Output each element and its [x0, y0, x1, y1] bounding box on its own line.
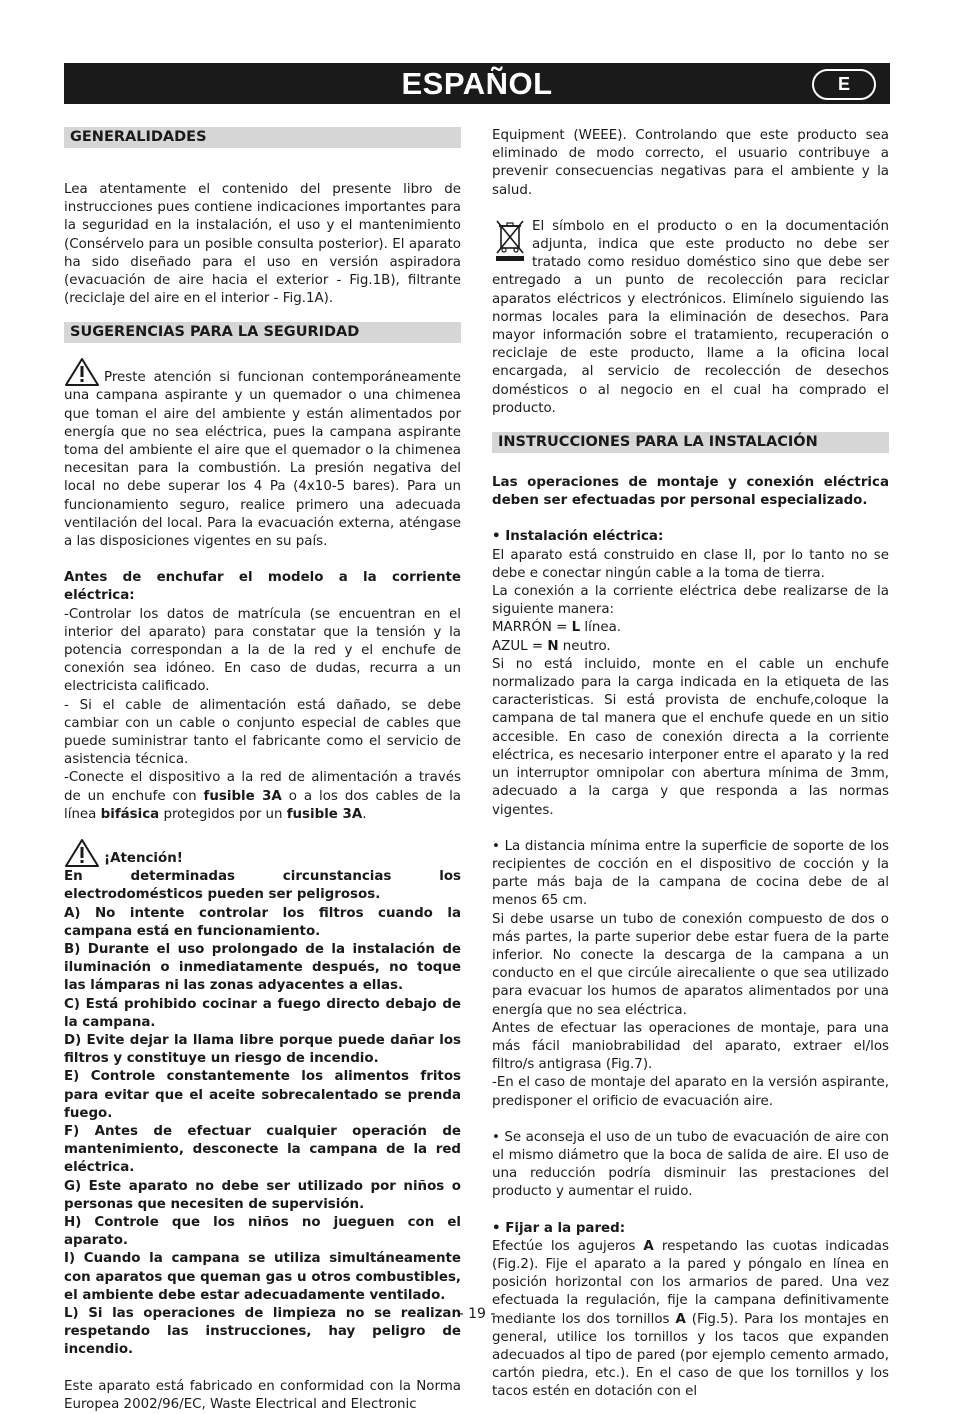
seguridad-text-block — [64, 357, 461, 551]
atencion-item-d: D) Evite dejar la llama libre porque puede dañar los filtros y constituye un riesgo de incendio. — [64, 1032, 461, 1067]
wire-label: AZUL = — [492, 638, 548, 654]
atencion-block — [64, 838, 461, 1359]
wire-desc: neutro. — [558, 638, 611, 654]
atencion-item-f: F) Antes de efectuar cualquier operación de mantenimiento, desconecte la campana de la red eléctrica. — [64, 1123, 461, 1176]
weee-block — [492, 218, 889, 418]
enchufar-item-3-text: o a los dos cables de la línea — [64, 788, 461, 822]
seguridad-text: Preste atención si funcionan contemporáneamente una campana aspirante y un quemador o una chimenea que toman el aire del ambiente y están alimentados por energía que no sea eléctrica, pues la campana aspirante toma del ambiente el aire que el quemador o la chimenea necesitan para la combustión. La presión negativa del local no debe superar los 4 Pa (4x10-5 bares). Para un funcionamiento seguro, realice primero una adecuada ventilación del local. Para la evacuación externa, aténgase a las disposiciones vigentes en su país. — [64, 370, 461, 550]
section-heading-generalidades: GENERALIDADES — [64, 127, 461, 148]
generalidades-text: Lea atentamente el contenido del presente libro de instrucciones pues contiene indicaciones importantes para la seguridad en la instalación, el uso y el mantenimiento (Consérvelo para un posible consulta posterior). El aparato ha sido diseñado para el uso en versión aspiradora (evacuación de aire hacia el exterior - Fig.1B), filtrante (reciclaje del aire en el interior - Fig.1A). — [64, 182, 461, 307]
fuse-label: fusible 3A — [203, 788, 282, 804]
electrica-text-2: La conexión a la corriente eléctrica debe realizarse de la siguiente manera: — [492, 584, 889, 618]
left-column — [64, 127, 461, 1414]
distancia-text-3: Antes de efectuar las operaciones de montaje, para una más fácil maniobrabilidad del aparato, extraer el/los filtro/s antigrasa (Fig.7). — [492, 1020, 889, 1073]
warning-triangle-icon — [64, 838, 100, 868]
atencion-item-a: A) No intente controlar los filtros cuando la campana está en funcionamiento. — [64, 905, 461, 939]
atencion-item-e: E) Controle constantemente los alimentos fritos para evitar que el aceite sobrecalentado se prenda fuego. — [64, 1069, 461, 1121]
pared-text-part: (Fig.5). Para los montajes en general, utilice los tornillos y los tacos que expanden adecuados al tipo de pared (por ejemplo cemento armado, cartón piedra, etc.). En el caso de que los tornillos y los tacos estén en dotación con el — [492, 1311, 889, 1400]
atencion-intro: En determinadas circunstancias los electrodomésticos pueden ser peligrosos. — [64, 869, 461, 903]
enchufar-item-2: - Si el cable de alimentación está dañado, se debe cambiar con un cable o conjunto especial de cables que puede suministrar tanto el fabricante como el servicio de asistencia técnica. — [64, 697, 461, 768]
page-header-banner — [64, 63, 890, 104]
norma-text: Este aparato está fabricado en conformidad con la Norma Europea 2002/96/EC, Waste Electrical and Electronic — [64, 1378, 461, 1412]
atencion-title: ¡Atención! — [104, 850, 183, 866]
atencion-item-l: L) Si las operaciones de limpieza no se realizan respetando las instrucciones, hay peligro de incendio. — [64, 1305, 461, 1358]
warning-triangle-icon — [64, 357, 100, 387]
tubo-text: • Se aconseja el uso de un tubo de evacuación de aire con el mismo diámetro que la boca de salida de aire. El uso de una reducción podría disminuir las prestaciones del producto y aumentar el ruido. — [492, 1129, 889, 1200]
weee-symbol-text: El símbolo en el producto o en la documentación adjunta, indica que este producto no debe ser tratado como residuo doméstico sino que debe ser entregado a un punto de recolección para reciclar aparatos eléctricos y electrónicos. Elimínelo siguiendo las normas locales para la eliminación de desechos. Para mayor información sobre el tratamiento, recuperación o reciclaje de este producto, llame a la oficina local encargada, al servicio de recolección de desechos domésticos o al negocio en el cual ha comprado el producto. — [492, 218, 889, 416]
right-column — [492, 127, 889, 1402]
wire-code: L — [571, 620, 581, 636]
language-badge: E — [812, 69, 876, 100]
atencion-item-h: H) Controle que los niños no jueguen con el aparato. — [64, 1214, 461, 1249]
distancia-text-4: -En el caso de montaje del aparato en la versión aspirante, predisponer el orificio de evacuación aire. — [492, 1075, 889, 1109]
wire-code: N — [547, 638, 559, 654]
instalacion-warning: Las operaciones de montaje y conexión eléctrica deben ser efectuadas por personal especializado. — [492, 475, 889, 509]
distancia-text-1: • La distancia mínima entre la superficie de soporte de los recipientes de cocción en el dispositivo de cocción y la parte más baja de la campana de cocina debe de al menos 65 cm. — [492, 838, 889, 909]
page-number: - 19 - — [458, 1306, 496, 1322]
screw-label: A — [675, 1311, 686, 1327]
atencion-item-c: C) Está prohibido cocinar a fuego directo debajo de la campana. — [64, 996, 461, 1030]
enchufar-heading: Antes de enchufar el modelo a la corriente eléctrica: — [64, 570, 461, 604]
wire-desc: línea. — [580, 620, 622, 636]
weee-continuation-text: Equipment (WEEE). Controlando que este producto sea eliminado de modo correcto, el usuario contribuye a prevenir consecuencias negativas para el ambiente y la salud. — [492, 128, 889, 198]
crossed-bin-icon — [492, 218, 528, 262]
electrica-text-3: Si no está incluido, monte en el cable un enchufe normalizado para la carga indicada en la etiqueta de las caracteristicas. Si está provista de enchufe,coloque la campana de tal manera que el enchufe quede en un sitio accesible. En caso de conexión directa a la corriente eléctrica, es necesario interponer entre el aparato y la red un interruptor omnipolar con abertura mínima de 3mm, adecuado a la carga y que responda a las normas vigentes. — [492, 656, 889, 818]
pared-heading: • Fijar a la pared: — [492, 1220, 626, 1236]
section-heading-seguridad: SUGERENCIAS PARA LA SEGURIDAD — [64, 322, 461, 343]
enchufar-item-3-text: protegidos por un — [159, 806, 287, 822]
section-heading-instalacion: INSTRUCCIONES PARA LA INSTALACIÓN — [492, 432, 889, 453]
page-title: ESPAÑOL — [401, 66, 553, 101]
enchufar-item-3-text: . — [362, 806, 367, 822]
atencion-item-g: G) Este aparato no debe ser utilizado por niños o personas que necesiten de supervisión. — [64, 1178, 461, 1212]
azul-line — [492, 638, 889, 656]
atencion-item-b: B) Durante el uso prolongado de la instalación de iluminación o inmediatamente después, no toque las lámparas ni las zonas adyacentes a ellas. — [64, 941, 461, 994]
wire-label: MARRÓN = — [492, 620, 572, 636]
atencion-item-i: I) Cuando la campana se utiliza simultáneamente con aparatos que queman gas u otros combustibles, el ambiente debe estar adecuadamente ventilado. — [64, 1251, 461, 1303]
electrica-text-1: El aparato está construido en clase II, por lo tanto no se debe e conectar ningún cable a la toma de tierra. — [492, 547, 889, 581]
pared-text-part: Efectúe los agujeros — [492, 1238, 644, 1254]
enchufar-item-1: -Controlar los datos de matrícula (se encuentran en el interior del aparato) para constatar que la tensión y la potencia correspondan a la de la red y el enchufe de conexión sea idóneo. En caso de dudas, recurra a un electricista calificado. — [64, 606, 461, 695]
enchufar-item-3 — [64, 769, 461, 824]
biphase-label: bifásica — [100, 806, 160, 822]
pared-text-part: respetando las cuotas indicadas (Fig.2). Fije el aparato a la pared y póngalo en línea en posición horizontal con los armarios de pared. Una vez efectuada la regulación, fije la campana definitivamente mediante los dos tornillos — [492, 1238, 889, 1327]
fuse-label: fusible 3A — [286, 806, 363, 822]
enchufar-item-3-text: -Conecte el dispositivo a la red de alimentación a través de un enchufe con — [64, 770, 461, 804]
distancia-text-2: Si debe usarse un tubo de conexión compuesto de dos o más partes, la parte superior debe estar fuera de la parte inferior. No conecte la descarga de la campana a un conducto en el que circúle airecaliente o que sea utilizado para evacuar los humos de aparatos alimentados por una energía que no sea eléctrica. — [492, 911, 889, 1018]
marron-line — [492, 619, 889, 637]
hole-label: A — [643, 1238, 654, 1254]
electrica-heading: • Instalación eléctrica: — [492, 529, 664, 545]
